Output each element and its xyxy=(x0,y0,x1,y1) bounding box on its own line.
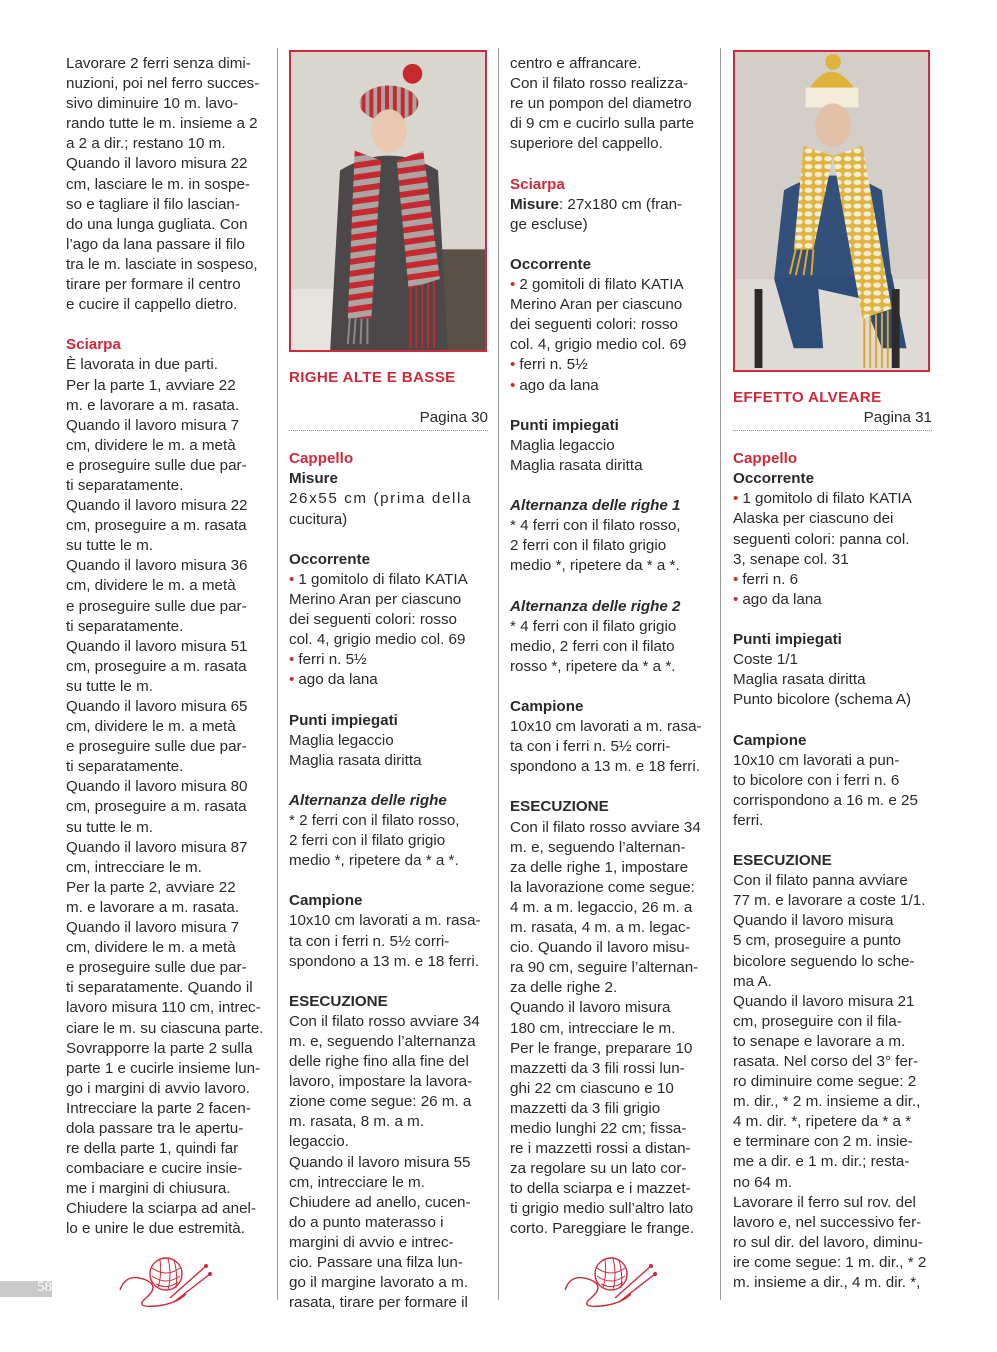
text-line: ro sul dir. del lavoro, diminu- xyxy=(733,1233,923,1251)
page-reference: Pagina 31 xyxy=(733,408,932,431)
text-line: m. e, seguendo l’alternan- xyxy=(510,838,686,856)
text-line: cm, dividere le m. a metà xyxy=(66,436,236,454)
text-line: 10x10 cm lavorati a pun- xyxy=(733,751,900,769)
text-line: medio *, ripetere da * a *. xyxy=(289,852,459,870)
model-photo xyxy=(291,52,485,350)
text-line: corto. Pareggiare le frange. xyxy=(510,1220,695,1238)
section-heading-sciarpa: Sciarpa xyxy=(66,336,121,354)
subheading-occorrente: Occorrente xyxy=(733,470,815,488)
page-reference: Pagina 30 xyxy=(289,408,488,431)
text-line: Intrecciare la parte 2 facen- xyxy=(66,1099,251,1117)
text-line: m. e lavorare a m. rasata. xyxy=(66,396,240,414)
text-line: su tutte le m. xyxy=(66,677,153,695)
subheading-alternanza: Alternanza delle righe xyxy=(289,791,447,809)
text-line: do a punto materasso i xyxy=(289,1213,444,1231)
section-heading-cappello: Cappello xyxy=(733,450,798,468)
text-line: * 2 ferri con il filato rosso, xyxy=(289,811,460,829)
text-line: ti separatamente. xyxy=(66,476,184,494)
text-line: Con il filato rosso realizza- xyxy=(510,75,689,93)
text-line: 10x10 cm lavorati a m. rasa- xyxy=(289,912,481,930)
subheading-esecuzione: ESECUZIONE xyxy=(289,992,388,1010)
text-line: col. 4, grigio medio col. 69 xyxy=(510,336,687,354)
text-line: ferri. xyxy=(733,811,764,829)
text-line: 5 cm, proseguire a punto xyxy=(733,932,902,950)
text-line: m. dir., * 2 m. insieme a dir., xyxy=(733,1093,921,1111)
text-line: Lavorare 2 ferri senza dimi- xyxy=(66,55,251,72)
text-line: cio. Passare una filza lun- xyxy=(289,1254,463,1272)
text-line: Quando il lavoro misura 7 xyxy=(66,416,240,434)
photo-honeycomb-hat-scarf xyxy=(733,50,930,372)
text-line: e terminare con 2 m. insie- xyxy=(733,1133,913,1151)
text-line: re i mazzetti rossi a distan- xyxy=(510,1140,691,1158)
text-line: cm, proseguire con il fila- xyxy=(733,1012,902,1030)
text-line: e proseguire sulle due par- xyxy=(66,456,247,474)
text-line: go il margine lavorato a m. xyxy=(289,1274,468,1292)
text-line: Merino Aran per ciascuno xyxy=(510,296,683,314)
yarn-ball-icon xyxy=(561,1250,657,1310)
text-line: go i margini di avvio lavoro. xyxy=(66,1079,251,1097)
text-line: ma A. xyxy=(733,972,772,990)
text-line: 3, senape col. 31 xyxy=(733,550,849,568)
text-line: su tutte le m. xyxy=(66,537,153,555)
text-line: Quando il lavoro misura xyxy=(510,999,671,1017)
photo-striped-hat-scarf xyxy=(289,50,487,352)
column-4 xyxy=(733,54,932,1293)
page-number: 58 xyxy=(37,1279,52,1295)
text-line: ti grigio medio sull’altro lato xyxy=(510,1200,694,1218)
bullet-item: • ferri n. 5½ xyxy=(289,651,367,669)
text-line: cm, proseguire a m. rasata xyxy=(66,657,247,675)
subheading-occorrente: Occorrente xyxy=(289,550,371,568)
text-line: me a dir. e 1 m. dir.; resta- xyxy=(733,1153,910,1171)
subheading-occorrente: Occorrente xyxy=(510,255,592,273)
text-line: cm, dividere le m. a metà xyxy=(66,577,236,595)
text-line: m. insieme a dir., 4 m. dir. *, xyxy=(733,1274,921,1292)
text-line: re della parte 1, quindi far xyxy=(66,1140,239,1158)
text-line: Coste 1/1 xyxy=(733,651,799,669)
text-line: ti separatamente. Quando il xyxy=(66,979,253,997)
text-line: lavoro e, nel successivo fer- xyxy=(733,1213,922,1231)
text-line: cm, intrecciare le m. xyxy=(289,1173,425,1191)
column-3 xyxy=(510,54,710,1240)
subheading-alternanza-2: Alternanza delle righe 2 xyxy=(510,597,681,615)
text-line: ghi 22 cm ciascuno e 10 xyxy=(510,1079,674,1097)
text-line: Quando il lavoro misura 36 xyxy=(66,557,248,575)
text-line: so e tagliare il filo lascian- xyxy=(66,195,240,213)
text-line: corrispondono a 16 m. e 25 xyxy=(733,791,918,809)
pattern-title: RIGHE ALTE E BASSE xyxy=(289,369,456,386)
text-line: medio lunghi 22 cm; fissa- xyxy=(510,1119,687,1137)
text-line: cio. Quando il lavoro misu- xyxy=(510,939,690,957)
column-divider xyxy=(277,48,278,1300)
text-line: cm, proseguire a m. rasata xyxy=(66,517,247,535)
text-line: zione come segue: 26 m. a xyxy=(289,1093,472,1111)
bullet-item: • 1 gomitolo di filato KATIA xyxy=(733,490,912,508)
text-line: Maglia rasata diritta xyxy=(289,751,422,769)
text-line: Merino Aran per ciascuno xyxy=(289,590,462,608)
column-2 xyxy=(289,54,488,1313)
text-line: sivo diminuire 10 m. lavo- xyxy=(66,95,239,113)
text-line: Quando il lavoro misura 7 xyxy=(66,919,240,937)
column-divider xyxy=(498,48,499,1300)
yarn-ball-icon xyxy=(116,1250,212,1310)
text-line: lavoro, impostare la lavora- xyxy=(289,1073,473,1091)
bullet-item: • ago da lana xyxy=(510,376,599,394)
text-line: lo e unire le due estremità. xyxy=(66,1220,245,1238)
text-line: * 4 ferri con il filato grigio xyxy=(510,617,677,635)
text-line: 4 m. a m. legaccio, 26 m. a xyxy=(510,898,693,916)
text-line: e proseguire sulle due par- xyxy=(66,959,247,977)
text-line: su tutte le m. xyxy=(66,818,153,836)
subheading-campione: Campione xyxy=(289,892,363,910)
text-line: spondono a 13 m. e 18 ferri. xyxy=(289,952,479,970)
text-line: nuzioni, poi nel ferro succes- xyxy=(66,75,260,93)
text-line: spondono a 13 m. e 18 ferri. xyxy=(510,758,700,776)
text-line: col. 4, grigio medio col. 69 xyxy=(289,631,466,649)
text-line: È lavorata in due parti. xyxy=(66,356,218,374)
text-line: Chiudere ad anello, cucen- xyxy=(289,1193,471,1211)
subheading-punti: Punti impiegati xyxy=(510,416,619,434)
subheading-alternanza-1: Alternanza delle righe 1 xyxy=(510,497,681,515)
text-line: margini di avvio e intrec- xyxy=(289,1233,454,1251)
text-line: cucitura) xyxy=(289,510,348,528)
text-line: Quando il lavoro misura xyxy=(733,912,894,930)
text-line: ciare le m. su ciascuna parte. xyxy=(66,1019,264,1037)
text-line: rosso *, ripetere da * a *. xyxy=(510,657,676,675)
text-line: 10x10 cm lavorati a m. rasa- xyxy=(510,718,702,736)
text-line: to bicolore con i ferri n. 6 xyxy=(733,771,900,789)
text-line: e cucire il cappello dietro. xyxy=(66,296,238,314)
text-line: Quando il lavoro misura 65 xyxy=(66,698,248,715)
text-line: ti separatamente. xyxy=(66,758,184,776)
text-line: cm, dividere le m. a metà xyxy=(66,939,236,957)
text-line: Sovrapporre la parte 2 sulla xyxy=(66,1039,253,1057)
text-line: Maglia legaccio xyxy=(510,436,615,454)
text-line: e proseguire sulle due par- xyxy=(66,597,247,615)
text-line: medio *, ripetere da * a *. xyxy=(510,557,680,575)
text-line: dei seguenti colori: rosso xyxy=(289,611,457,629)
text-line: Quando il lavoro misura 22 xyxy=(66,155,248,173)
text-line: Maglia legaccio xyxy=(289,731,394,749)
text-line: m. e lavorare a m. rasata. xyxy=(66,898,240,916)
text-line: za delle righe 1, impostare xyxy=(510,858,689,876)
text-line: za regolare su un lato cor- xyxy=(510,1160,687,1178)
text-line: cm, dividere le m. a metà xyxy=(66,718,236,736)
text-line: me i margini di chiusura. xyxy=(66,1180,231,1198)
text-line: Quando il lavoro misura 55 xyxy=(289,1153,471,1171)
text-line: Quando il lavoro misura 22 xyxy=(66,497,248,515)
text-line: Per le frange, preparare 10 xyxy=(510,1039,693,1057)
model-photo xyxy=(735,52,928,370)
text-line: Con il filato rosso avviare 34 xyxy=(510,818,701,836)
column-divider xyxy=(720,48,721,1300)
text-line: e proseguire sulle due par- xyxy=(66,738,247,756)
text-line: cm, lasciare le m. in sospe- xyxy=(66,175,250,193)
text-line: to della sciarpa e i mazzet- xyxy=(510,1180,691,1198)
text-line: Quando il lavoro misura 80 xyxy=(66,778,248,796)
bullet-item: • 1 gomitolo di filato KATIA xyxy=(289,570,468,588)
text-line: seguenti colori: panna col. xyxy=(733,530,910,548)
text-line: Chiudere la sciarpa ad anel- xyxy=(66,1200,256,1218)
text-line: dola passare tra le apertu- xyxy=(66,1119,244,1137)
text-line: rasata, tirare per formare il xyxy=(289,1294,468,1312)
blank-line xyxy=(66,315,266,335)
text-line: Punto bicolore (schema A) xyxy=(733,691,912,709)
text-line: ge escluse) xyxy=(510,215,588,233)
text-line: ta con i ferri n. 5½ corri- xyxy=(289,932,450,950)
text-line: parte 1 e cucirle insieme lun- xyxy=(66,1059,261,1077)
text-line: combaciare e cucire insie- xyxy=(66,1160,243,1178)
text-line: ta con i ferri n. 5½ corri- xyxy=(510,738,671,756)
text-line: Con il filato panna avviare xyxy=(733,872,908,890)
text-line: ra 90 cm, seguire l’alternan- xyxy=(510,959,699,977)
bullet-item: • ferri n. 5½ xyxy=(510,356,588,374)
text-line: 2 ferri con il filato grigio xyxy=(510,537,667,555)
text-line: Maglia rasata diritta xyxy=(733,671,866,689)
text-line: Lavorare il ferro sul rov. del xyxy=(733,1193,916,1211)
text-line: Per la parte 1, avviare 22 xyxy=(66,376,236,394)
text-line: cm, proseguire a m. rasata xyxy=(66,798,247,816)
text-line: Alaska per ciascuno dei xyxy=(733,510,894,528)
text-line: rasata. Nel corso del 3° fer- xyxy=(733,1053,919,1070)
text-line: cm, intrecciare le m. xyxy=(66,858,202,876)
subheading-punti: Punti impiegati xyxy=(289,711,398,729)
text-line: 180 cm, intrecciare le m. xyxy=(510,1019,676,1037)
text-line: rando tutte le m. insieme a 2 xyxy=(66,115,258,133)
text-line: 2 ferri con il filato grigio xyxy=(289,832,446,850)
text-line: 77 m. e lavorare a coste 1/1. xyxy=(733,892,926,910)
text-line: Quando il lavoro misura 51 xyxy=(66,637,248,655)
text-line: re un pompon del diametro xyxy=(510,95,692,113)
text-line: Per la parte 2, avviare 22 xyxy=(66,878,236,896)
text-line: l’ago da lana passare il filo xyxy=(66,235,245,253)
text-line: no 64 m. xyxy=(733,1173,793,1191)
text-line: mazzetti da 3 fili grigio xyxy=(510,1099,661,1117)
text-line: Quando il lavoro misura 87 xyxy=(66,838,248,856)
text-line: Misure: 27x180 cm (fran- xyxy=(510,195,683,213)
text-line: m. rasata, 4 m. a m. legac- xyxy=(510,919,691,937)
text-line: do una lunga gugliata. Con xyxy=(66,215,248,233)
text-line: lavoro misura 110 cm, intrec- xyxy=(66,999,261,1017)
text-line: superiore del cappello. xyxy=(510,135,663,153)
text-line: m. rasata, 8 m. a m. legaccio. xyxy=(289,1113,425,1151)
bullet-item: • 2 gomitoli di filato KATIA xyxy=(510,276,684,294)
text-line: ro diminuire come segue: 2 xyxy=(733,1073,917,1091)
text-line: m. e, seguendo l’alternanza xyxy=(289,1033,476,1050)
text-line: tra le m. lasciate in sospeso, xyxy=(66,255,258,273)
column-1 xyxy=(66,54,266,1240)
subheading-esecuzione: ESECUZIONE xyxy=(510,798,609,816)
text-line: di 9 cm e cucirlo sulla parte xyxy=(510,115,695,133)
section-heading-sciarpa: Sciarpa xyxy=(510,175,565,193)
subheading-campione: Campione xyxy=(733,731,807,749)
pattern-title: EFFETTO ALVEARE xyxy=(733,389,882,406)
text-line: Con il filato rosso avviare 34 xyxy=(289,1012,480,1030)
text-line: delle righe fino alla fine del xyxy=(289,1053,469,1071)
text-line: 4 m. dir. *, ripetere da * a * xyxy=(733,1113,912,1131)
text-line: dei seguenti colori: rosso xyxy=(510,316,678,334)
section-heading-cappello: Cappello xyxy=(289,450,354,468)
text-line: centro e affrancare. xyxy=(510,55,642,72)
text-line: ti separatamente. xyxy=(66,617,184,635)
text-line: ire come segue: 1 m. dir., * 2 xyxy=(733,1253,927,1271)
bullet-item: • ago da lana xyxy=(733,590,822,608)
bullet-item: • ago da lana xyxy=(289,671,378,689)
text-line: 26x55 cm (prima della xyxy=(289,490,473,508)
text-line: Maglia rasata diritta xyxy=(510,456,643,474)
text-line: a 2 a dir.; restano 10 m. xyxy=(66,135,226,153)
text-line: mazzetti da 3 fili rossi lun- xyxy=(510,1059,685,1077)
subheading-esecuzione: ESECUZIONE xyxy=(733,852,832,870)
text-line: za delle righe 2. xyxy=(510,979,618,997)
text-line: la lavorazione come segue: xyxy=(510,878,695,896)
text-line: to senape e lavorare a m. xyxy=(733,1032,906,1050)
subheading-campione: Campione xyxy=(510,698,584,715)
subheading-punti: Punti impiegati xyxy=(733,631,842,649)
text-line: Quando il lavoro misura 21 xyxy=(733,992,915,1010)
subheading-misure: Misure xyxy=(289,470,338,488)
text-line: medio, 2 ferri con il filato xyxy=(510,637,675,655)
text-line: * 4 ferri con il filato rosso, xyxy=(510,517,681,535)
page-number-tab xyxy=(0,1281,52,1297)
text-line: bicolore seguendo lo sche- xyxy=(733,952,915,970)
bullet-item: • ferri n. 6 xyxy=(733,570,799,588)
text-line: tirare per formare il centro xyxy=(66,276,241,294)
